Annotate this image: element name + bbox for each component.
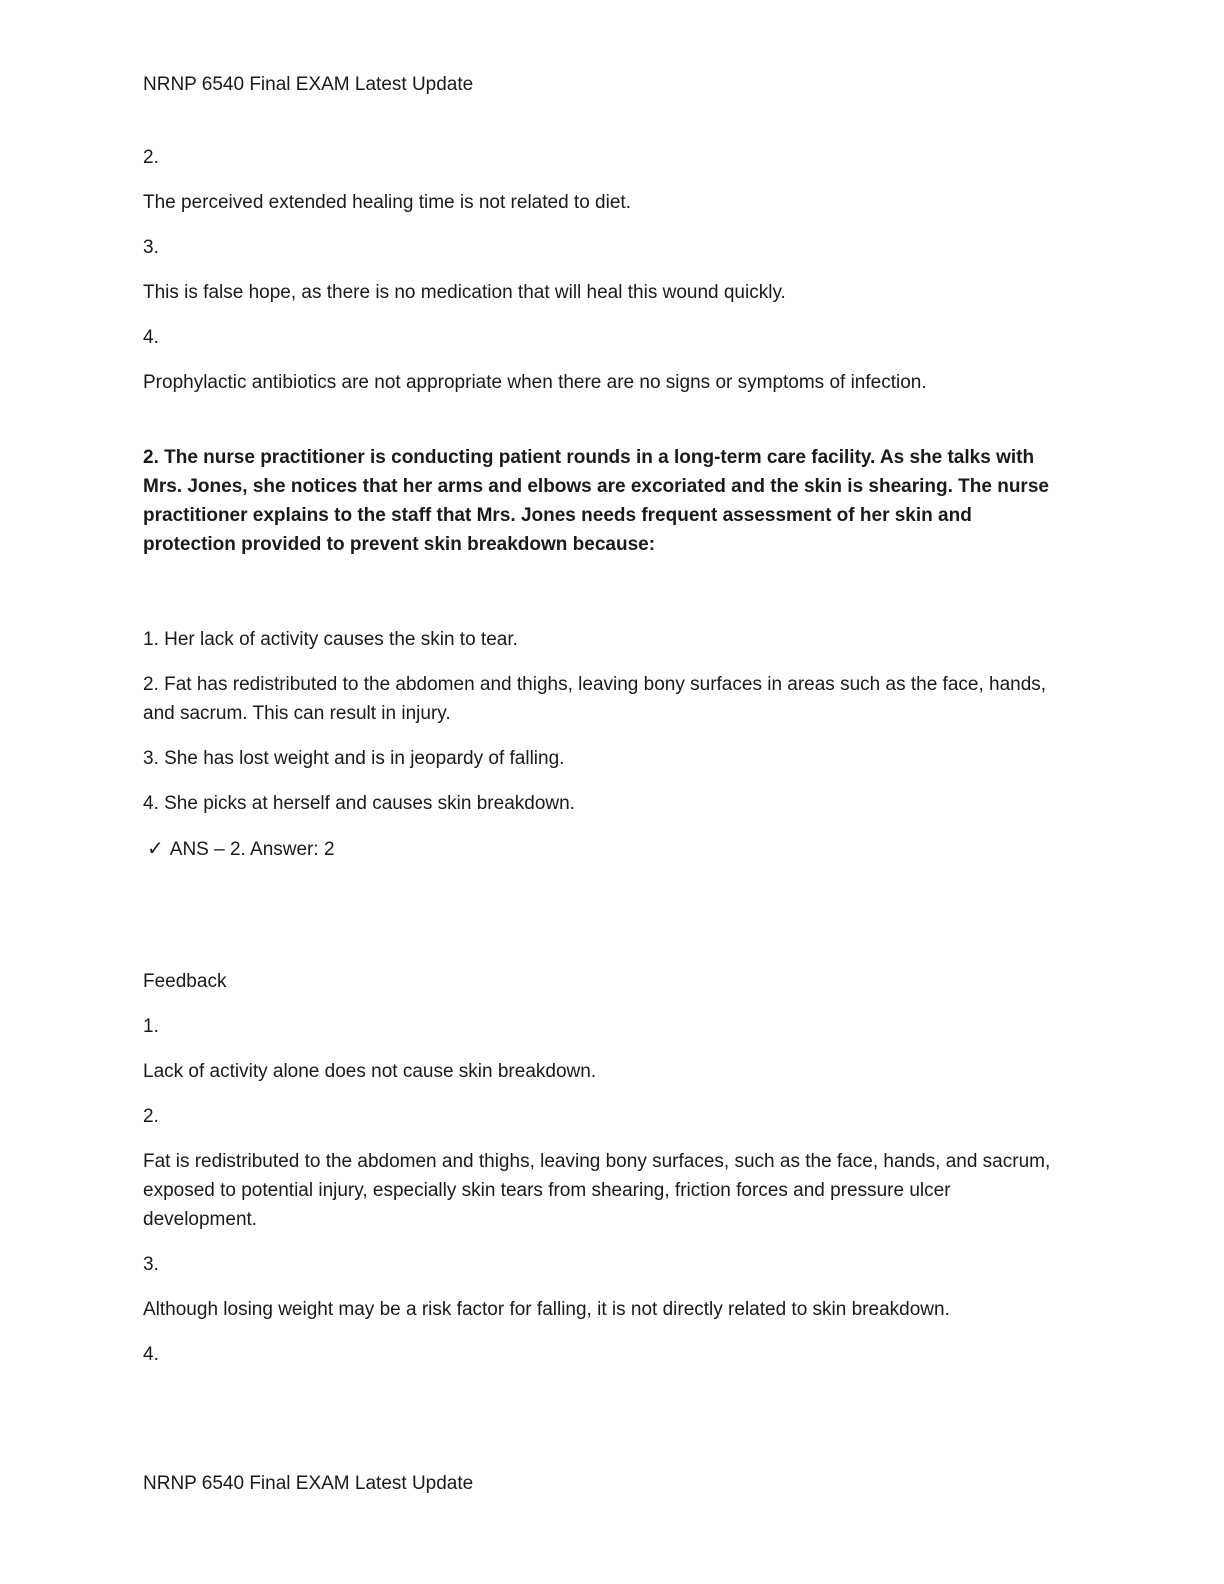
- feedback-number: 1.: [143, 1016, 159, 1037]
- feedback-number: 2.: [143, 1106, 159, 1127]
- previous-feedback: [143, 143, 1053, 397]
- feedback-number: 3.: [143, 237, 159, 258]
- feedback-number: 4.: [143, 1344, 159, 1365]
- question-text: 2. The nurse practitioner is conducting patient rounds in a long-term care facility. As she talks with Mrs. Jones, she notices that her arms and elbows are excoriated and the skin is shearing. The nurse practitioner explains to the staff that Mrs. Jones needs frequent assessment of her skin and protection provided to prevent skin breakdown because:: [143, 447, 1049, 555]
- feedback-number: 3.: [143, 1254, 159, 1275]
- answer-choices: [143, 625, 1053, 864]
- choice-item: 1. Her lack of activity causes the skin to tear.: [143, 629, 518, 650]
- feedback-text: Although losing weight may be a risk factor for falling, it is not directly related to skin breakdown.: [143, 1299, 950, 1320]
- answer-text: ANS – 2. Answer: 2: [169, 839, 335, 860]
- page-content: [143, 143, 1053, 1385]
- feedback-section: [143, 967, 1053, 1369]
- choice-item: 2. Fat has redistributed to the abdomen and thighs, leaving bony surfaces in areas such as the face, hands, and sacrum. This can result in injury.: [143, 674, 1047, 724]
- checkmark-icon: ✓: [147, 836, 164, 860]
- feedback-text: The perceived extended healing time is not related to diet.: [143, 192, 631, 213]
- feedback-number: 4.: [143, 327, 159, 348]
- feedback-text: Prophylactic antibiotics are not appropriate when there are no signs or symptoms of infection.: [143, 372, 927, 393]
- choice-item: 4. She picks at herself and causes skin breakdown.: [143, 793, 575, 814]
- choice-item: 3. She has lost weight and is in jeopardy of falling.: [143, 748, 565, 769]
- feedback-text: This is false hope, as there is no medication that will heal this wound quickly.: [143, 282, 786, 303]
- feedback-text: Lack of activity alone does not cause skin breakdown.: [143, 1061, 597, 1082]
- page-footer: NRNP 6540 Final EXAM Latest Update: [143, 1473, 474, 1494]
- feedback-text: Fat is redistributed to the abdomen and thighs, leaving bony surfaces, such as the face, hands, and sacrum, exposed to potential injury, especially skin tears from shearing, friction forces and pressure ulcer development.: [143, 1151, 1051, 1230]
- feedback-number: 2.: [143, 147, 159, 168]
- page-header: NRNP 6540 Final EXAM Latest Update: [143, 74, 474, 95]
- answer-line: [143, 834, 1053, 864]
- feedback-title: Feedback: [143, 971, 227, 992]
